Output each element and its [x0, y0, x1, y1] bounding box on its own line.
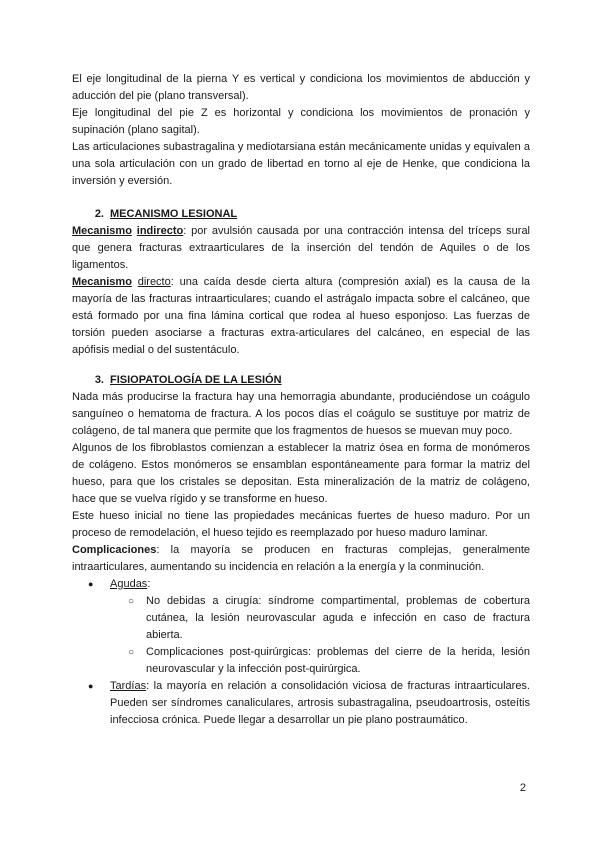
direct-label-a: Mecanismo — [72, 276, 132, 288]
page-number: 2 — [519, 782, 526, 794]
acute-subitem-1: ○ No debidas a cirugía: síndrome compartimental, problemas de cobertura cutánea, la lesión neurovascular aguda e infección en caso de fractura abierta. — [110, 593, 530, 644]
section-3-number: 3. — [94, 374, 104, 386]
section-2-body — [72, 223, 530, 359]
direct-text: : una caída desde cierta altura (compresión axial) es la causa de la mayoría de las fracturas intraarticulares; cuando el astrágalo impacta sobre el calcáneo, que está formado por una fina lámina cortical que rodea al hueso esponjoso. Las fuerzas de torsión pueden asociarse a fracturas extra-articulares del calcáneo, en especial de las apófisis medial o del sustentáculo. — [72, 276, 531, 356]
physiopathology-paragraph-2: Algunos de los fibroblastos comienzan a establecer la matriz ósea en forma de monómeros de colágeno. Estos monómeros se ensamblan espontáneamente para formar la matriz del hueso, para que los cristales se depositan. Esta mineralización de la matriz de colágeno, hace que se vuelva rígido y se transforme en hueso. — [72, 442, 530, 505]
indirect-text: : por avulsión causada por una contracción intensa del tríceps sural que genera fracturas extraarticulares de la inserción del tendón de Aquiles o de los ligamentos. — [72, 225, 530, 271]
complications-list — [72, 576, 530, 729]
late-complications-item — [72, 678, 530, 729]
indirect-label-a: Mecanismo — [72, 225, 132, 237]
acute-colon: : — [147, 578, 151, 590]
physiopathology-paragraph-3: Este hueso inicial no tiene las propiedades mecánicas fuertes de hueso maduro. Por un proceso de remodelación, el hueso tejido es reemplazado por hueso maduro laminar. — [72, 510, 530, 539]
acute-sublist — [110, 593, 530, 678]
section-3-heading — [72, 372, 540, 389]
direct-label-b: directo — [137, 276, 171, 288]
acute-label: Agudas — [110, 578, 148, 590]
physiopathology-paragraph-1: Nada más producirse la fractura hay una hemorragia abundante, produciéndose un coágulo sanguíneo o hematoma de fractura. A los pocos días el coágulo se sustituye por matriz de colágeno, de tal manera que permite que los fragmentos de huesos se muevan muy poco. — [72, 391, 530, 437]
intro-block — [72, 71, 530, 190]
complications-text: : la mayoría se producen en fracturas complejas, generalmente intraarticulares, aumentando su incidencia en relación a la energía y la conminución. — [72, 544, 530, 573]
complications-label: Complicaciones — [72, 544, 157, 556]
acute-complications-item — [72, 576, 530, 678]
section-2-title: MECANISMO LESIONAL — [110, 208, 238, 220]
intro-paragraph-1: El eje longitudinal de la pierna Y es vertical y condiciona los movimientos de abducción y aducción del pie (plano transversal). — [72, 73, 530, 102]
indirect-label-b: indirecto — [136, 225, 184, 237]
section-2-heading — [72, 206, 540, 223]
acute-subitem-2: ○ Complicaciones post-quirúrgicas: problemas del cierre de la herida, lesión neurovascular y la infección post-quirúrgica. — [110, 644, 530, 678]
section-3-body — [72, 389, 530, 729]
indirect-mechanism-paragraph — [72, 223, 530, 274]
intro-paragraph-2: Eje longitudinal del pie Z es horizontal y condiciona los movimientos de pronación y supinación (plano sagital). — [72, 107, 530, 136]
intro-paragraph-3: Las articulaciones subastragalina y mediotarsiana están mecánicamente unidas y equivalen a una sola articulación con un grado de libertad en torno al eje de Henke, que condiciona la inversión y eversión. — [72, 141, 530, 187]
late-label: Tardías — [110, 680, 147, 692]
direct-mechanism-paragraph — [72, 274, 530, 359]
late-text: : la mayoría en relación a consolidación viciosa de fracturas intraarticulares. Pueden ser síndromes canaliculares, artrosis subastragalina, pseudoartrosis, osteítis infecciosa crónica. Puede llegar a desarrollar un pie plano postraumático. — [110, 680, 530, 726]
section-3-title: FISIOPATOLOGÍA DE LA LESIÓN — [110, 374, 282, 386]
section-2-number: 2. — [94, 208, 104, 220]
complications-paragraph — [72, 542, 530, 576]
